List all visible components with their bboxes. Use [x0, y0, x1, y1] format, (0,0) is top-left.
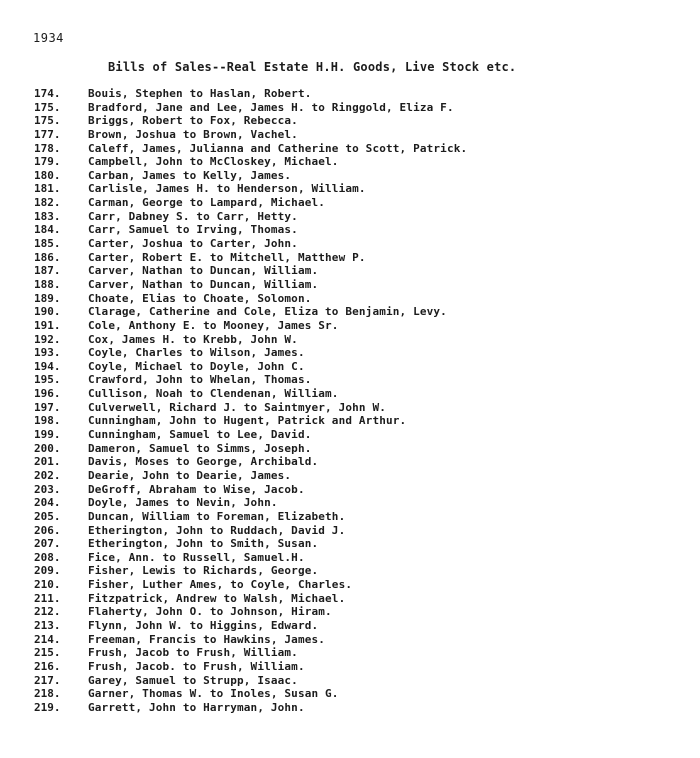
list-item [34, 551, 467, 565]
list-item [34, 483, 467, 497]
entry-text: Garner, Thomas W. to Inoles, Susan G. [88, 687, 339, 701]
entry-number: 175. [34, 114, 61, 128]
entry-number: 192. [34, 332, 61, 346]
entry-text: Clarage, Catherine and Cole, Eliza to Benjamin, Levy. [88, 305, 447, 319]
entry-number: 175. [34, 100, 61, 114]
entry-text: Culverwell, Richard J. to Saintmyer, John W. [88, 400, 386, 414]
entry-number: 199. [34, 428, 61, 442]
list-item [34, 155, 467, 169]
entry-text: Fice, Ann. to Russell, Samuel.H. [88, 550, 305, 564]
entry-number: 174. [34, 87, 61, 100]
entry-text: Cole, Anthony E. to Mooney, James Sr. [88, 318, 339, 332]
list-item [34, 319, 467, 333]
entry-number: 182. [34, 196, 61, 210]
entry-text: Coyle, Michael to Doyle, John C. [88, 359, 305, 373]
entry-number: 193. [34, 346, 61, 360]
entry-text: Dameron, Samuel to Simms, Joseph. [88, 441, 312, 455]
entry-number: 190. [34, 305, 61, 319]
entry-text: Bouis, Stephen to Haslan, Robert. [88, 87, 312, 100]
entry-number: 215. [34, 646, 61, 660]
list-item [34, 264, 467, 278]
list-item [34, 619, 467, 633]
entry-number: 181. [34, 182, 61, 196]
list-item [34, 469, 467, 483]
entry-text: Carr, Dabney S. to Carr, Hetty. [88, 209, 298, 223]
entry-text: Doyle, James to Nevin, John. [88, 496, 278, 510]
entry-text: Bradford, Jane and Lee, James H. to Ringgold, Eliza F. [88, 100, 454, 114]
list-item [34, 114, 467, 128]
entry-text: Carver, Nathan to Duncan, William. [88, 264, 319, 278]
list-item [34, 360, 467, 374]
list-item [34, 524, 467, 538]
list-item [34, 373, 467, 387]
list-item [34, 196, 467, 210]
list-item [34, 278, 467, 292]
entry-text: Fisher, Luther Ames, to Coyle, Charles. [88, 578, 353, 592]
entry-text: Etherington, John to Ruddach, David J. [88, 523, 346, 537]
entry-text: Fisher, Lewis to Richards, George. [88, 564, 319, 578]
entry-text: Fitzpatrick, Andrew to Walsh, Michael. [88, 591, 346, 605]
list-item [34, 428, 467, 442]
entry-number: 211. [34, 591, 61, 605]
entry-number: 188. [34, 277, 61, 291]
list-item [34, 182, 467, 196]
list-item [34, 387, 467, 401]
list-item [34, 210, 467, 224]
entry-text: Cox, James H. to Krebb, John W. [88, 332, 298, 346]
entry-text: Carver, Nathan to Duncan, William. [88, 277, 319, 291]
list-item [34, 496, 467, 510]
entry-text: Dearie, John to Dearie, James. [88, 468, 292, 482]
list-item [34, 142, 467, 156]
entry-number: 179. [34, 155, 61, 169]
entry-number: 216. [34, 659, 61, 673]
entry-number: 207. [34, 537, 61, 551]
list-item [34, 633, 467, 647]
entry-number: 200. [34, 441, 61, 455]
list-item [34, 510, 467, 524]
list-item [34, 564, 467, 578]
list-item [34, 442, 467, 456]
entry-number: 184. [34, 223, 61, 237]
list-item [34, 592, 467, 606]
list-item [34, 646, 467, 660]
entry-text: Davis, Moses to George, Archibald. [88, 455, 319, 469]
list-item [34, 346, 467, 360]
entry-number: 204. [34, 496, 61, 510]
entry-number: 212. [34, 605, 61, 619]
entry-number: 218. [34, 687, 61, 701]
entry-number: 194. [34, 359, 61, 373]
list-item [34, 605, 467, 619]
entry-text: Campbell, John to McCloskey, Michael. [88, 155, 339, 169]
entry-number: 180. [34, 168, 61, 182]
list-item [34, 333, 467, 347]
entry-text: Garey, Samuel to Strupp, Isaac. [88, 673, 298, 687]
list-item [34, 674, 467, 688]
entry-number: 209. [34, 564, 61, 578]
list-item [34, 237, 467, 251]
entry-number: 206. [34, 523, 61, 537]
entry-text: DeGroff, Abraham to Wise, Jacob. [88, 482, 305, 496]
entry-number: 214. [34, 632, 61, 646]
entry-number: 198. [34, 414, 61, 428]
list-item [34, 223, 467, 237]
entry-text: Freeman, Francis to Hawkins, James. [88, 632, 326, 646]
list-item [34, 101, 467, 115]
list-item [34, 414, 467, 428]
list-item [34, 128, 467, 142]
entry-number: 185. [34, 237, 61, 251]
list-item [34, 292, 467, 306]
entry-text: Flaherty, John O. to Johnson, Hiram. [88, 605, 332, 619]
entry-text: Cunningham, Samuel to Lee, David. [88, 428, 312, 442]
entry-number: 201. [34, 455, 61, 469]
entry-number: 208. [34, 550, 61, 564]
entry-text: Briggs, Robert to Fox, Rebecca. [88, 114, 298, 128]
entry-number: 217. [34, 673, 61, 687]
entry-number: 197. [34, 400, 61, 414]
entry-number: 187. [34, 264, 61, 278]
entry-number: 205. [34, 509, 61, 523]
list-item [34, 169, 467, 183]
entry-number: 183. [34, 209, 61, 223]
page-number: 1934 [33, 31, 64, 45]
list-item [34, 687, 467, 701]
list-item [34, 305, 467, 319]
entry-text: Flynn, John W. to Higgins, Edward. [88, 618, 319, 632]
entry-text: Garrett, John to Harryman, John. [88, 700, 305, 714]
entry-text: Carlisle, James H. to Henderson, William. [88, 182, 366, 196]
entry-number: 189. [34, 291, 61, 305]
entry-text: Carman, George to Lampard, Michael. [88, 196, 326, 210]
entry-text: Crawford, John to Whelan, Thomas. [88, 373, 312, 387]
list-item [34, 87, 467, 101]
entry-text: Cullison, Noah to Clendenan, William. [88, 387, 339, 401]
entry-number: 213. [34, 618, 61, 632]
entry-text: Frush, Jacob to Frush, William. [88, 646, 298, 660]
page-title: Bills of Sales--Real Estate H.H. Goods, Live Stock etc. [108, 60, 517, 74]
list-item [34, 537, 467, 551]
entry-number: 202. [34, 468, 61, 482]
entry-text: Brown, Joshua to Brown, Vachel. [88, 127, 298, 141]
entry-text: Carban, James to Kelly, James. [88, 168, 292, 182]
entry-text: Cunningham, John to Hugent, Patrick and Arthur. [88, 414, 407, 428]
list-item [34, 251, 467, 265]
list-item [34, 578, 467, 592]
entry-list [34, 87, 467, 714]
entry-text: Carter, Joshua to Carter, John. [88, 237, 298, 251]
list-item [34, 401, 467, 415]
entry-number: 195. [34, 373, 61, 387]
entry-number: 210. [34, 578, 61, 592]
entry-text: Coyle, Charles to Wilson, James. [88, 346, 305, 360]
entry-text: Caleff, James, Julianna and Catherine to Scott, Patrick. [88, 141, 468, 155]
entry-text: Frush, Jacob. to Frush, William. [88, 659, 305, 673]
entry-number: 203. [34, 482, 61, 496]
entry-text: Choate, Elias to Choate, Solomon. [88, 291, 312, 305]
entry-text: Carr, Samuel to Irving, Thomas. [88, 223, 298, 237]
list-item [34, 455, 467, 469]
list-item [34, 660, 467, 674]
entry-number: 186. [34, 250, 61, 264]
entry-number: 177. [34, 127, 61, 141]
entry-number: 178. [34, 141, 61, 155]
entry-text: Etherington, John to Smith, Susan. [88, 537, 319, 551]
entry-number: 196. [34, 387, 61, 401]
entry-number: 219. [34, 700, 61, 714]
entry-number: 191. [34, 318, 61, 332]
entry-text: Carter, Robert E. to Mitchell, Matthew P. [88, 250, 366, 264]
list-item [34, 701, 467, 715]
entry-text: Duncan, William to Foreman, Elizabeth. [88, 509, 346, 523]
